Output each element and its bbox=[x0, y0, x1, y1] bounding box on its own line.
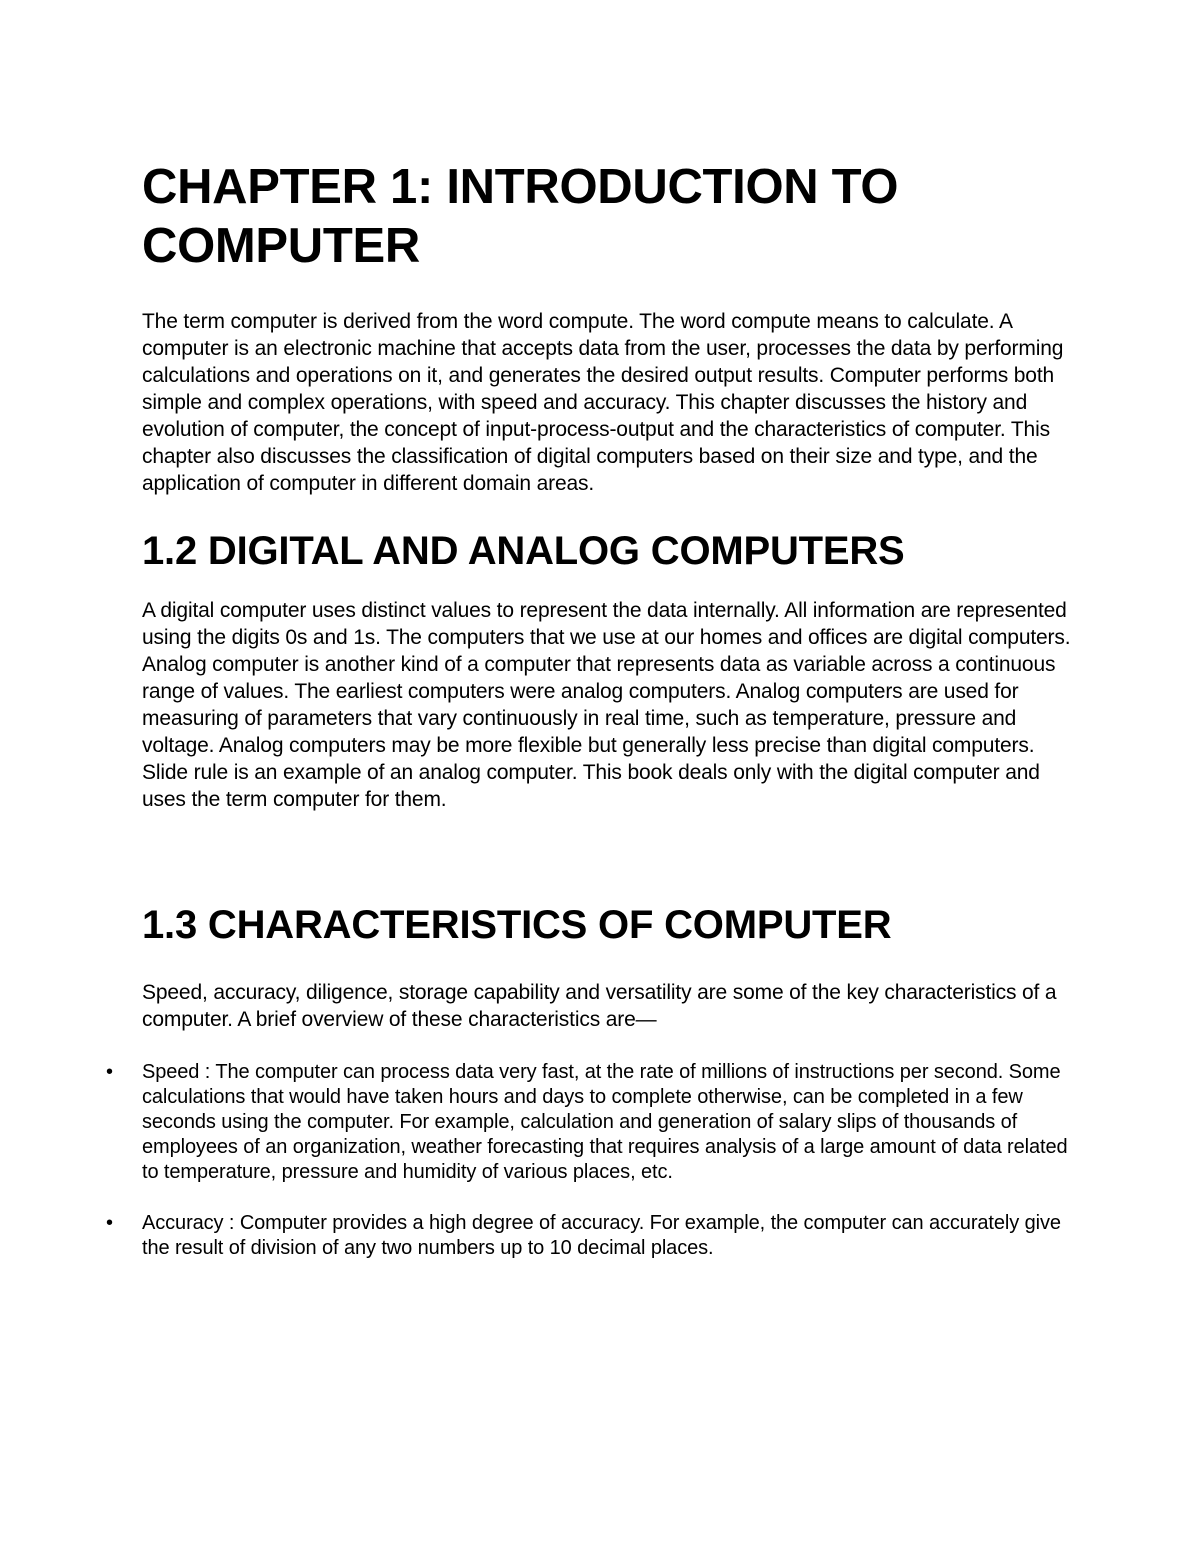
list-item-speed bbox=[106, 1060, 1072, 1185]
section-paragraph-digital-analog: A digital computer uses distinct values to represent the data internally. All information are represented using the digits 0s and 1s. The computers that we use at our homes and offices are digital computers. Analog computer is another kind of a computer that represents data as variable across a continuous range of values. The earliest computers were analog computers. Analog computers are used for measuring of parameters that vary continuously in real time, such as temperature, pressure and voltage. Analog computers may be more flexible but generally less precise than digital computers. Slide rule is an example of an analog computer. This book deals only with the digital computer and uses the term computer for them. bbox=[142, 599, 1071, 811]
section-paragraph-characteristics: Speed, accuracy, diligence, storage capability and versatility are some of the key characteristics of a computer. A brief overview of these characteristics are— bbox=[142, 981, 1057, 1031]
bullet-icon: • bbox=[106, 1212, 114, 1234]
chapter-intro-paragraph: The term computer is derived from the word compute. The word compute means to calculate. A computer is an electronic machine that accepts data from the user, processes the data by performing calculations and operations on it, and generates the desired output results. Computer performs both simple and complex operations, with speed and accuracy. This chapter discusses the history and evolution of computer, the concept of input-process-output and the characteristics of computer. This chapter also discusses the classification of digital computers based on their size and type, and the application of computer in different domain areas. bbox=[142, 310, 1064, 495]
section-title-characteristics: 1.3 CHARACTERISTICS OF COMPUTER bbox=[142, 903, 892, 947]
bullet-icon: • bbox=[106, 1061, 114, 1083]
document-page bbox=[106, 158, 1072, 1261]
list-item-text: Speed : The computer can process data very fast, at the rate of millions of instructions per second. Some calculations that would have taken hours and days to complete otherwise, can be completed in a few seconds using the computer. For example, calculation and generation of salary slips of thousands of employees of an organization, weather forecasting that requires analysis of a large amount of data related to temperature, pressure and humidity of various places, etc. bbox=[142, 1061, 1068, 1183]
characteristics-list bbox=[106, 1060, 1072, 1261]
section-title-digital-analog: 1.2 DIGITAL AND ANALOG COMPUTERS bbox=[142, 529, 905, 573]
chapter-title: CHAPTER 1: INTRODUCTION TO COMPUTER bbox=[142, 160, 899, 273]
list-item-accuracy bbox=[106, 1211, 1072, 1261]
list-item-text: Accuracy : Computer provides a high degree of accuracy. For example, the computer can accurately give the result of division of any two numbers up to 10 decimal places. bbox=[142, 1212, 1061, 1259]
